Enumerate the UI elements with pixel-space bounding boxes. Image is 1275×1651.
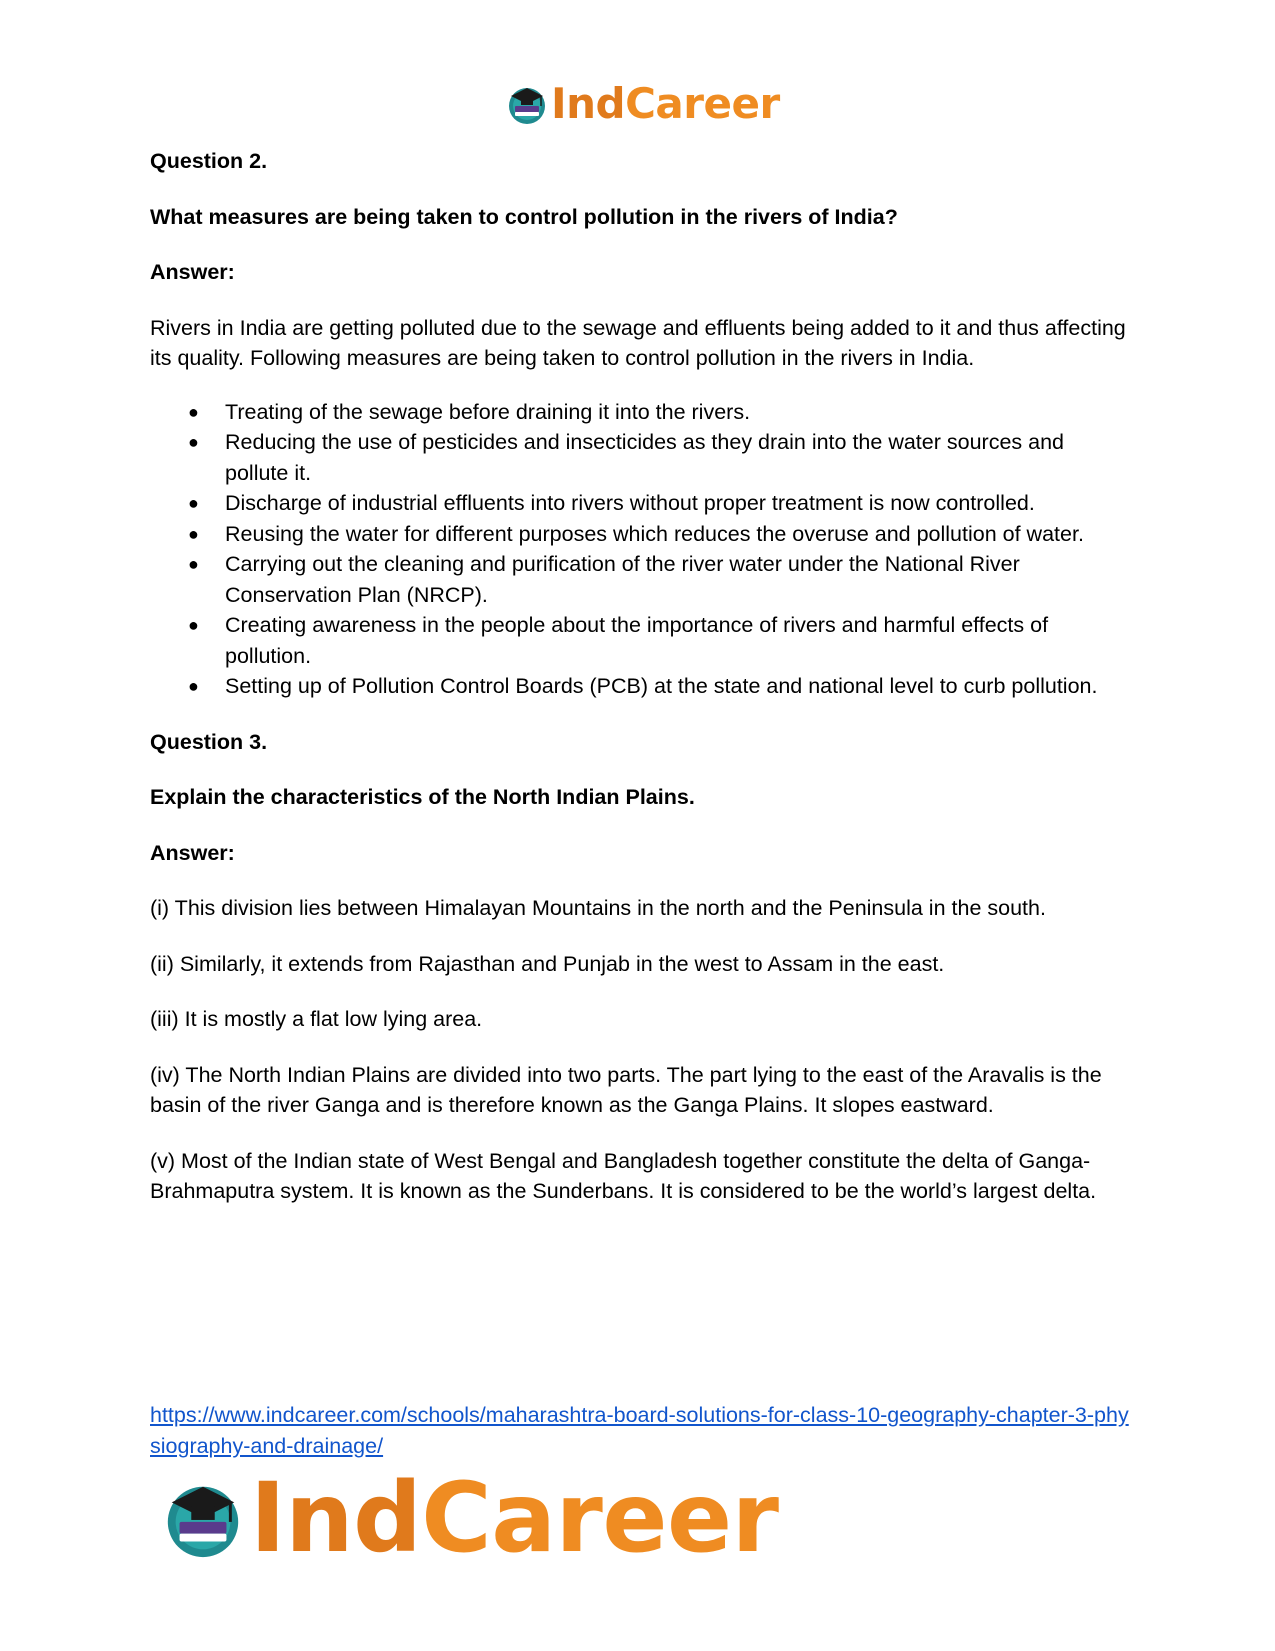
list-item xyxy=(150,397,1130,428)
list-item xyxy=(150,549,1130,610)
graduation-cap-icon xyxy=(505,82,549,126)
answer-point: (iv) The North Indian Plains are divided into two parts. The part lying to the east of the Aravalis is the basin of the river Ganga and is therefore known as the Ganga Plains. It slopes eastward. xyxy=(150,1062,1102,1117)
answer-point: (ii) Similarly, it extends from Rajasthan and Punjab in the west to Assam in the east. xyxy=(150,951,945,976)
list-item xyxy=(150,519,1130,550)
answer-point: (i) This division lies between Himalayan Mountains in the north and the Peninsula in the south. xyxy=(150,896,1046,920)
question-3-label: Question 3. xyxy=(150,729,268,754)
logo-wordmark xyxy=(551,79,780,128)
list-item xyxy=(150,671,1130,702)
bullet-icon: ● xyxy=(188,432,199,452)
source-url-link[interactable]: https://www.indcareer.com/schools/maharashtra-board-solutions-for-class-10-geography-chapter-3-physiography-and-drainage/ xyxy=(150,1403,1129,1458)
bullet-icon: ● xyxy=(188,401,199,422)
question-2-intro: Rivers in India are getting polluted due to the sewage and effluents being added to it and thus affecting its quality. Following measures are being taken to control pollution in the rivers in India. xyxy=(150,315,1126,370)
measures-list xyxy=(150,397,1130,702)
list-item-text: Carrying out the cleaning and purification of the river water under the National River Conservation Plan (NRCP). xyxy=(225,552,1020,607)
logo-part-career: Career xyxy=(421,1462,779,1574)
list-item xyxy=(150,488,1130,519)
document-body xyxy=(150,146,1130,1232)
header-logo xyxy=(505,79,780,128)
list-item-text: Discharge of industrial effluents into rivers without proper treatment is now controlled. xyxy=(225,491,1035,515)
footer-logo xyxy=(160,1462,779,1574)
bullet-icon: ● xyxy=(188,676,199,696)
logo-part-career: Career xyxy=(625,79,780,128)
logo-part-ind: Ind xyxy=(250,1462,422,1574)
list-item-text: Treating of the sewage before draining it into the rivers. xyxy=(225,399,751,424)
list-item-text: Reusing the water for different purposes which reduces the overuse and pollution of water. xyxy=(225,521,1084,546)
list-item-text: Setting up of Pollution Control Boards (PCB) at the state and national level to curb pollution. xyxy=(225,674,1098,698)
logo-wordmark xyxy=(250,1462,779,1574)
bullet-icon: ● xyxy=(188,615,199,635)
question-3-text: Explain the characteristics of the North Indian Plains. xyxy=(150,785,695,809)
list-item xyxy=(150,610,1130,671)
list-item-text: Creating awareness in the people about the importance of rivers and harmful effects of pollution. xyxy=(225,613,1049,668)
bullet-icon: ● xyxy=(188,493,199,513)
bullet-icon: ● xyxy=(188,554,199,574)
answer-point: (v) Most of the Indian state of West Bengal and Bangladesh together constitute the delta of Ganga-Brahmaputra system. It is known as the Sunderbans. It is considered to be the world’s largest delta. xyxy=(150,1148,1097,1203)
list-item xyxy=(150,427,1130,488)
bullet-icon: ● xyxy=(188,523,199,544)
question-2-text: What measures are being taken to control pollution in the rivers of India? xyxy=(150,204,898,229)
graduation-cap-icon xyxy=(160,1475,246,1561)
logo-part-ind: Ind xyxy=(551,79,626,128)
question-3-answer-label: Answer: xyxy=(150,840,235,865)
question-2-answer-label: Answer: xyxy=(150,260,235,284)
question-2-label: Question 2. xyxy=(150,149,268,173)
list-item-text: Reducing the use of pesticides and insecticides as they drain into the water sources and pollute it. xyxy=(225,430,1064,485)
answer-point: (iii) It is mostly a flat low lying area. xyxy=(150,1007,483,1031)
